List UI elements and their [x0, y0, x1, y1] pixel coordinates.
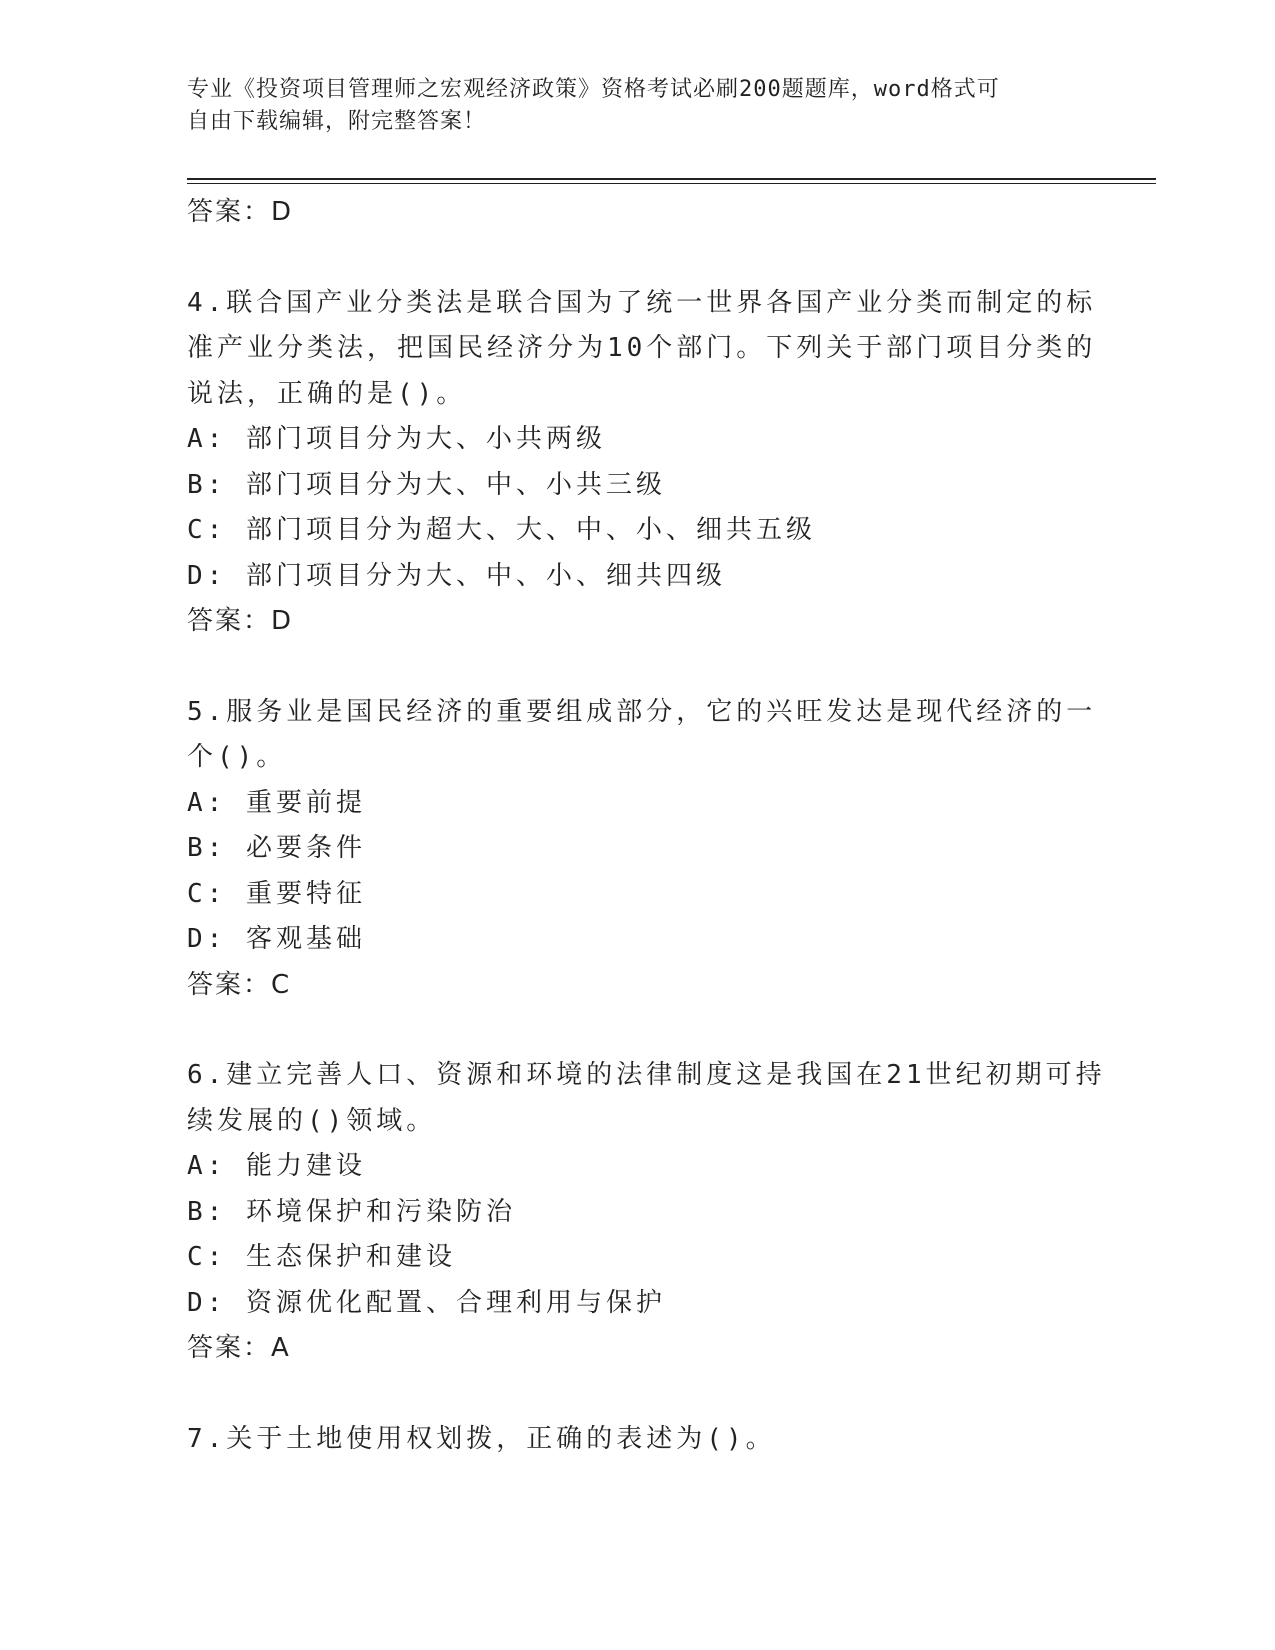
header-line-2: 自由下载编辑，附完整答案！ — [187, 109, 487, 134]
document-header — [187, 74, 1087, 138]
answer-line: 答案：A — [187, 1333, 291, 1363]
header-rule-thick — [187, 178, 1156, 180]
option-c: C: 重要特征 — [187, 878, 366, 909]
spacer — [187, 645, 1087, 690]
option-b: B: 部门项目分为大、中、小共三级 — [187, 469, 666, 500]
spacer — [187, 1008, 1087, 1053]
question-stem-line: 7.关于土地使用权划拨，正确的表述为()。 — [187, 1423, 776, 1454]
answer-line: 答案：D — [187, 606, 294, 636]
question-stem-line: 续发展的()领域。 — [187, 1105, 437, 1136]
option-a: A: 能力建设 — [187, 1151, 366, 1181]
question-stem-line: 准产业分类法，把国民经济分为10个部门。下列关于部门项目分类的 — [187, 333, 1097, 363]
answer-line: 答案：C — [187, 969, 292, 1000]
option-a: A: 部门项目分为大、小共两级 — [187, 424, 606, 454]
question-list — [187, 190, 1106, 1462]
question-block — [187, 690, 1097, 1009]
question-block — [187, 281, 1097, 645]
option-b: B: 必要条件 — [187, 833, 366, 863]
question-block — [187, 1417, 1087, 1463]
question-stem-line: 个()。 — [187, 742, 287, 772]
spacer — [187, 1372, 1087, 1417]
header-rule-thin — [187, 183, 1156, 184]
option-d: D: 部门项目分为大、中、小、细共四级 — [187, 560, 726, 591]
question-stem-line: 说法，正确的是()。 — [187, 378, 467, 409]
answer-line: 答案：D — [187, 197, 294, 227]
option-c: C: 部门项目分为超大、大、中、小、细共五级 — [187, 515, 816, 545]
option-c: C: 生态保护和建设 — [187, 1242, 456, 1272]
question-block — [187, 1053, 1106, 1372]
question-stem-line: 6.建立完善人口、资源和环境的法律制度这是我国在21世纪初期可持 — [187, 1060, 1106, 1090]
option-b: B: 环境保护和污染防治 — [187, 1196, 516, 1227]
option-d: D: 客观基础 — [187, 924, 366, 954]
header-line-1: 专业《投资项目管理师之宏观经济政策》资格考试必刷200题题库，word格式可 — [187, 77, 1000, 102]
question-stem-line: 5.服务业是国民经济的重要组成部分，它的兴旺发达是现代经济的一 — [187, 696, 1097, 727]
option-a: A: 重要前提 — [187, 787, 366, 818]
question-stem-line: 4.联合国产业分类法是联合国为了统一世界各国产业分类而制定的标 — [187, 287, 1097, 318]
spacer — [187, 236, 1087, 281]
option-d: D: 资源优化配置、合理利用与保护 — [187, 1287, 666, 1318]
